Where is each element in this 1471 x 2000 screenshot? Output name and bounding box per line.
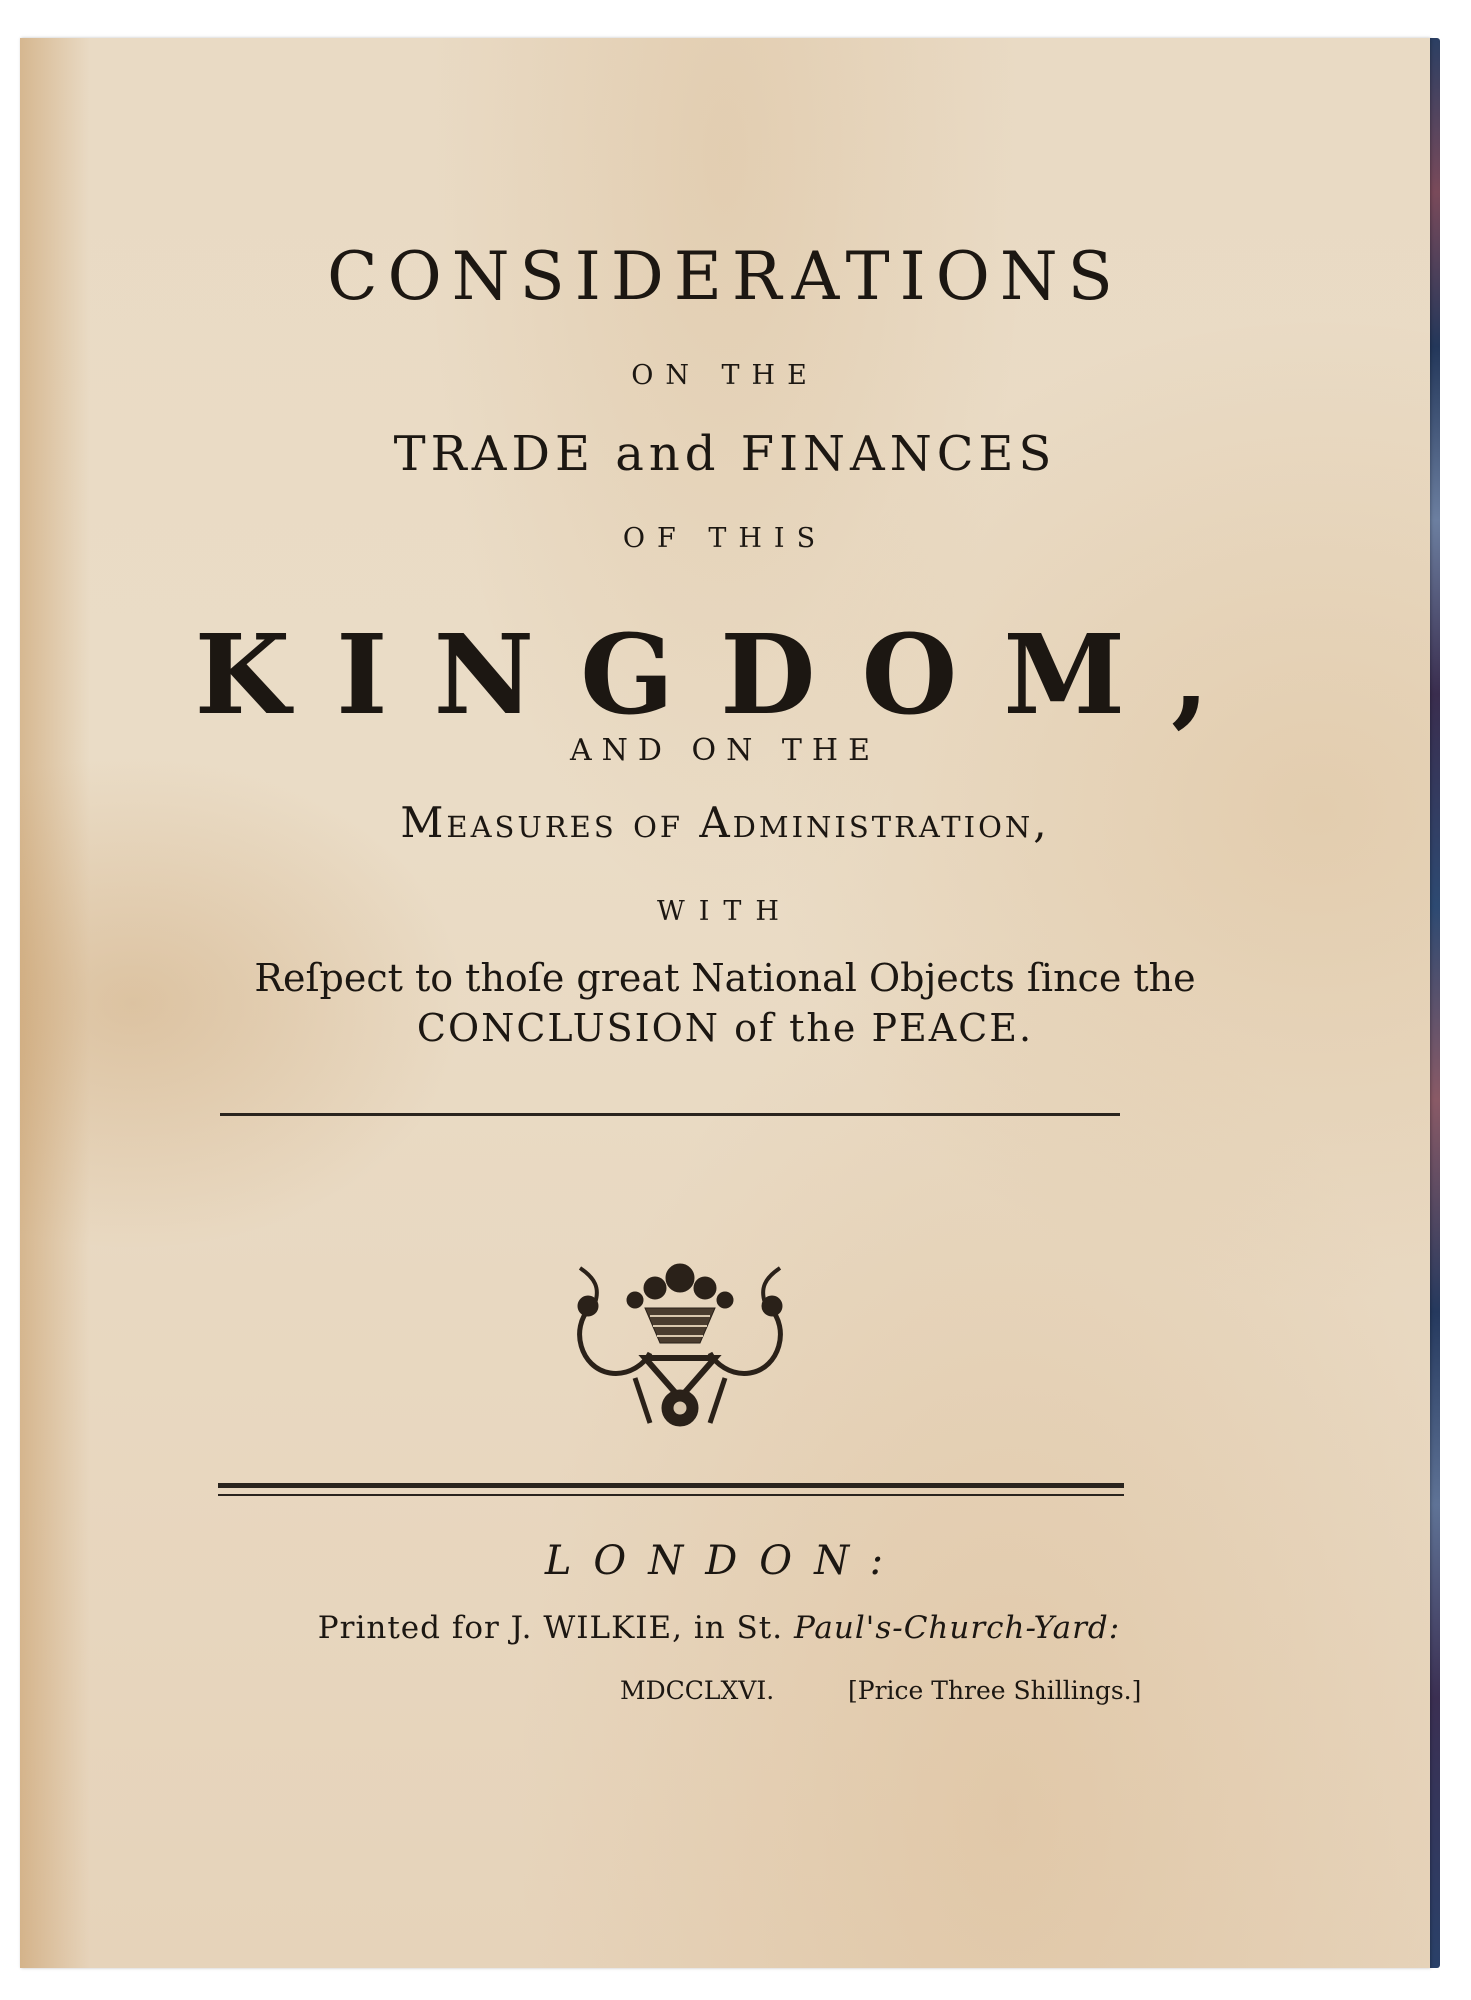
title-kingdom: KINGDOM, <box>194 610 1256 739</box>
title-conclusion: CONCLUSION of the PEACE. <box>416 1006 1034 1050</box>
title-page <box>20 38 1430 1968</box>
imprint-year: MDCCLXVI. <box>620 1676 775 1705</box>
imprint-printer-place: Paul's-Church-Yard: <box>793 1610 1121 1646</box>
title-of-this: OF THIS <box>622 523 828 554</box>
title-on-the: ON THE <box>631 360 819 391</box>
lower-rule-thick <box>218 1483 1124 1488</box>
upper-rule <box>220 1113 1120 1116</box>
imprint-price: [Price Three Shillings.] <box>848 1676 1142 1705</box>
title-trade-finances: TRADE and FINANCES <box>393 426 1057 482</box>
title-respect: Reſpect to thoſe great National Objects ſince the <box>254 956 1196 1000</box>
title-measures: Measures of Administration, <box>400 798 1050 847</box>
imprint-printer <box>14 1610 1424 1646</box>
lower-rule-thin <box>218 1494 1124 1496</box>
flower-basket-vignette-icon <box>550 1248 810 1448</box>
title-considerations: CONSIDERATIONS <box>327 238 1123 315</box>
imprint-printer-prefix: Printed for J. WILKIE, in St. <box>317 1610 784 1646</box>
imprint-place: LONDON: <box>544 1538 906 1584</box>
title-with: WITH <box>657 896 793 927</box>
title-and-on-the: AND ON THE <box>570 733 880 768</box>
